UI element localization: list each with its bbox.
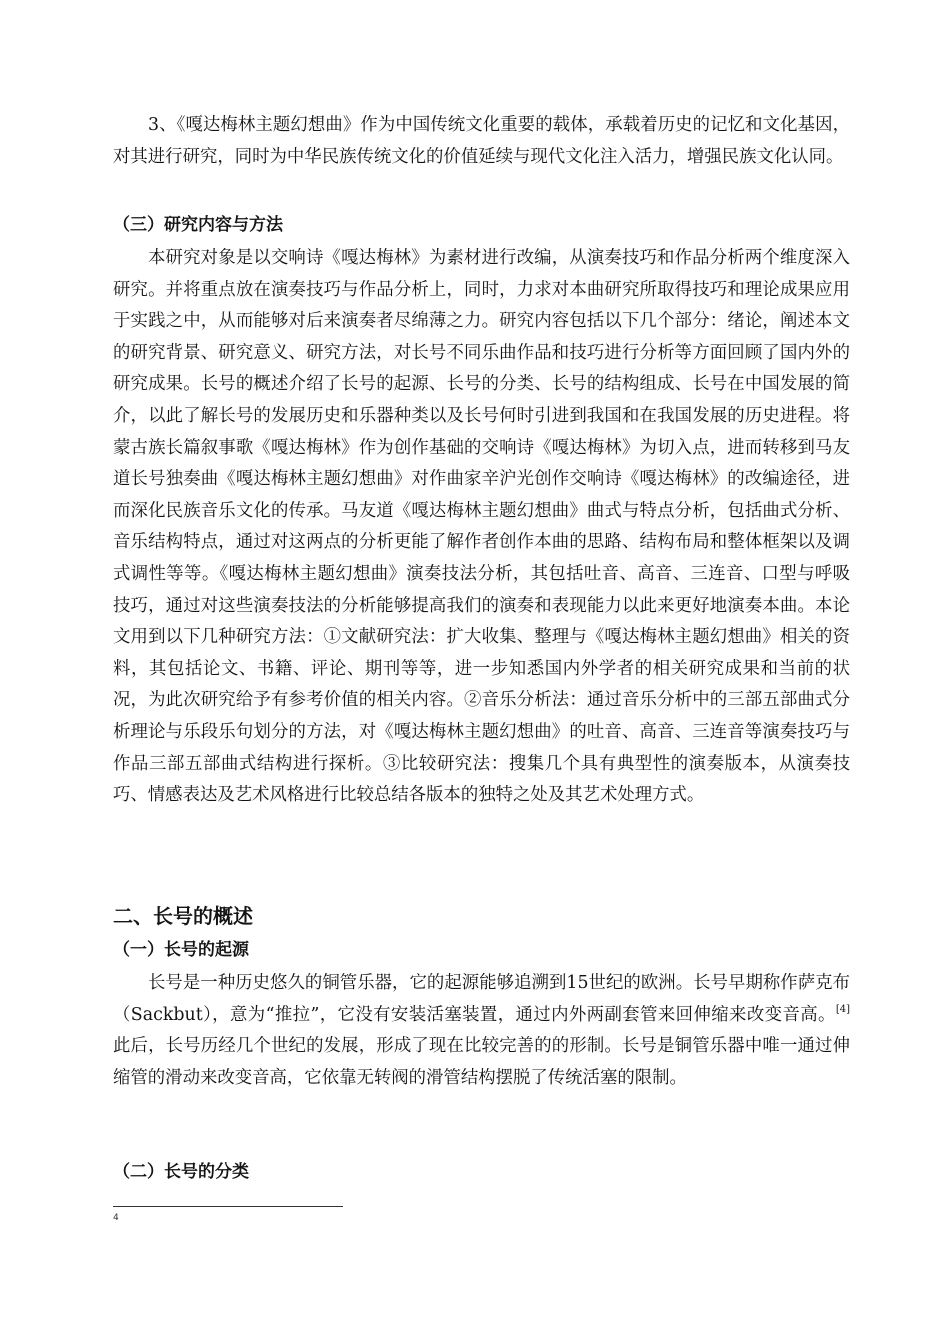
origin-text-part-1: 长号是一种历史悠久的铜管乐器，它的起源能够追溯到15世纪的欧洲。长号早期称作萨克布（Sackbut），意为“推拉”，它没有安装活塞装置，通过内外两副套管来回伸缩来改变音高。 (113, 973, 850, 1025)
citation-ref: [4] (835, 1003, 850, 1015)
paragraph-trombone-origin (113, 968, 850, 1094)
heading-research-content-methods: （三）研究内容与方法 (113, 215, 283, 235)
footnote-divider (113, 1206, 343, 1207)
section-title-trombone-overview: 二、长号的概述 (113, 904, 253, 928)
heading-trombone-classification: （二）长号的分类 (113, 1162, 249, 1182)
paragraph-research-content: 本研究对象是以交响诗《嘎达梅林》为素材进行改编，从演奏技巧和作品分析两个维度深入研究。并将重点放在演奏技巧与作品分析上，同时，力求对本曲研究所取得技巧和理论成果应用于实践之中，从而能够对后来演奏者尽绵薄之力。研究内容包括以下几个部分：绪论，阐述本文的研究背景、研究意义、研究方法，对长号不同乐曲作品和技巧进行分析等方面回顾了国内外的研究成果。长号的概述介绍了长号的起源、长号的分类、长号的结构组成、长号在中国发展的简介，以此了解长号的发展历史和乐器种类以及长号何时引进到我国和在我国发展的历史进程。将蒙古族长篇叙事歌《嘎达梅林》作为创作基础的交响诗《嘎达梅林》为切入点，进而转移到马友道长号独奏曲《嘎达梅林主题幻想曲》对作曲家辛沪光创作交响诗《嘎达梅林》的改编途径，进而深化民族音乐文化的传承。马友道《嘎达梅林主题幻想曲》曲式与特点分析，包括曲式分析、音乐结构特点，通过对这两点的分析更能了解作者创作本曲的思路、结构布局和整体框架以及调式调性等等。《嘎达梅林主题幻想曲》演奏技法分析，其包括吐音、高音、三连音、口型与呼吸技巧，通过对这些演奏技法的分析能够提高我们的演奏和表现能力以此来更好地演奏本曲。本论文用到以下几种研究方法：①文献研究法：扩大收集、整理与《嘎达梅林主题幻想曲》相关的资料，其包括论文、书籍、评论、期刊等等，进一步知悉国内外学者的相关研究成果和当前的状况，为此次研究给予有参考价值的相关内容。②音乐分析法：通过音乐分析中的三部五部曲式分析理论与乐段乐句划分的方法，对《嘎达梅林主题幻想曲》的吐音、高音、三连音等演奏技巧与作品三部五部曲式结构进行探析。③比较研究法：搜集几个具有典型性的演奏版本，从演奏技巧、情感表达及艺术风格进行比较总结各版本的独特之处及其艺术处理方式。 (113, 248, 850, 806)
origin-text-part-2: 此后，长号历经几个世纪的发展，形成了现在比较完善的的形制。长号是铜管乐器中唯一通过伸缩管的滑动来改变音高，它依靠无转阀的滑管结构摆脱了传统活塞的限制。 (113, 1036, 850, 1088)
heading-trombone-origin: （一）长号的起源 (113, 940, 249, 960)
footnote-marker: 4 (113, 1213, 119, 1223)
paragraph-significance-3: 3、《嘎达梅林主题幻想曲》作为中国传统文化重要的载体，承载着历史的记忆和文化基因，对其进行研究，同时为中华民族传统文化的价值延续与现代文化注入活力，增强民族文化认同。 (113, 115, 850, 167)
